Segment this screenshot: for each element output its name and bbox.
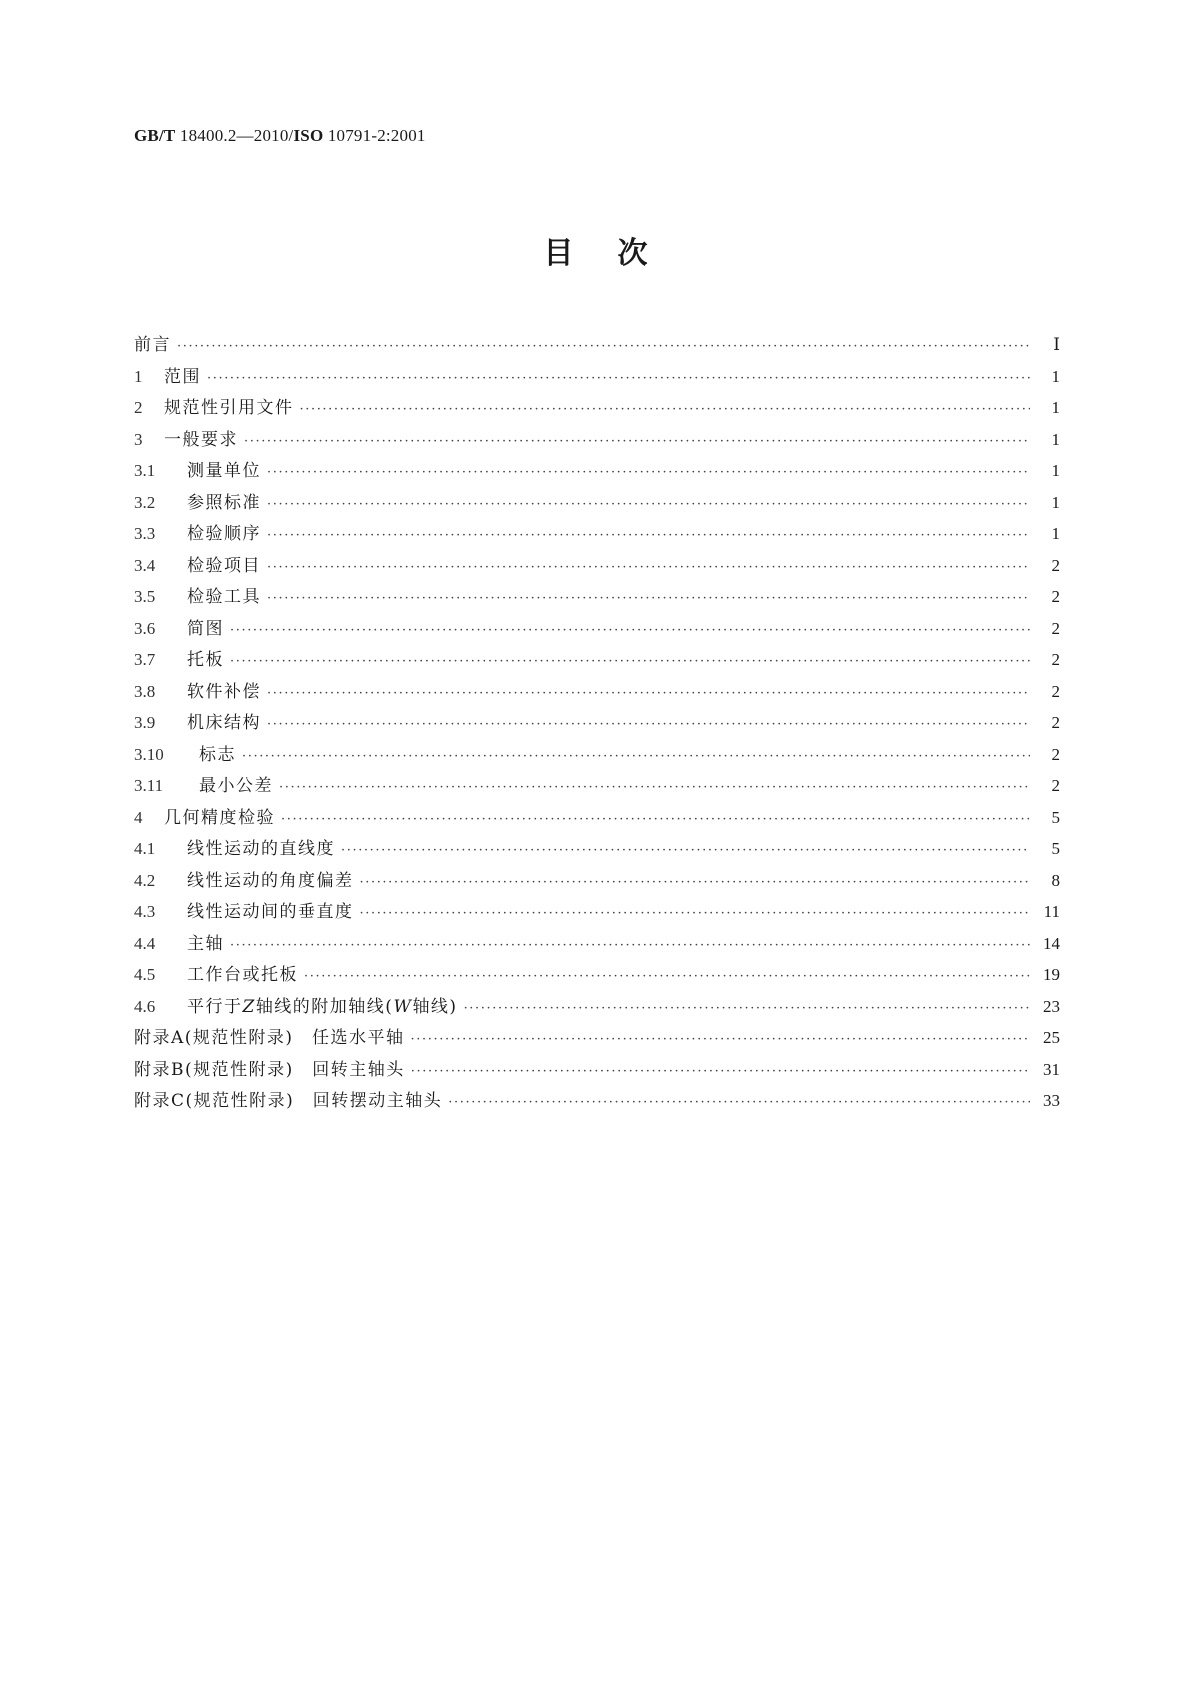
dot-leader [281,804,1030,836]
dot-leader [464,993,1030,1025]
toc-entry[interactable] [134,865,1060,897]
toc-entry-annex-b[interactable] [134,1054,1060,1086]
toc-entry-label: 简图 [187,618,224,639]
toc-entry-label: 参照标准 [187,492,261,513]
toc-entry-label: 软件补偿 [187,681,261,702]
toc-entry-label: 附录A(规范性附录) 任选水平轴 [134,1028,405,1048]
toc-page-number: 1 [1051,461,1060,480]
toc-section-number: 3.3 [134,524,156,543]
toc-page-number: 2 [1051,776,1060,795]
toc-page-number: 19 [1043,965,1060,984]
toc-entry-label: 线性运动的直线度 [187,839,335,859]
toc-page-number: 1 [1051,366,1060,386]
dot-leader [341,835,1030,867]
dot-leader [411,1056,1030,1088]
toc-section-number: 3.9 [134,713,156,732]
dot-leader [267,583,1030,615]
toc-section-number: 4.1 [134,839,156,858]
dot-leader [267,520,1030,552]
toc-entry[interactable] [134,550,1060,582]
standard-number: 18400.2—2010/ [179,126,294,145]
toc-page-number: 2 [1051,618,1060,638]
toc-page-number: 14 [1043,933,1060,953]
toc-entry-label [187,992,458,1024]
toc-page-number: 5 [1051,807,1060,827]
toc-page-number: 2 [1051,650,1060,669]
toc-entry-label: 线性运动的角度偏差 [187,870,354,891]
toc-page-number: 31 [1043,1059,1060,1079]
axis-letter-w: W [393,996,413,1017]
dot-leader [267,489,1030,521]
toc-entry-label: 主轴 [187,933,224,954]
dot-leader [267,552,1030,584]
toc-entry-foreword[interactable] [134,329,1060,361]
dot-leader [230,930,1030,962]
toc-section-number: 3.7 [134,650,156,669]
dot-leader [244,426,1030,458]
toc-section-number: 4.3 [134,902,156,921]
toc-section-number: 4.6 [134,996,156,1016]
toc-page-number: 5 [1051,839,1060,858]
label-part: 轴线) [412,996,458,1017]
toc-section-number: 3.1 [134,461,156,480]
toc-entry[interactable] [134,928,1060,960]
dot-leader [360,898,1031,930]
toc-page-number: 1 [1051,398,1060,417]
toc-entry[interactable] [134,424,1060,456]
toc-entry[interactable] [134,392,1060,424]
toc-entry-label: 最小公差 [199,776,273,796]
toc-section-number: 3.5 [134,587,156,606]
toc-entry-label: 附录B(规范性附录) 回转主轴头 [134,1059,405,1080]
toc-entry-label: 几何精度检验 [164,807,275,828]
toc-page-number: 2 [1051,555,1060,575]
dot-leader [230,615,1030,647]
toc-section-number: 2 [134,398,143,417]
toc-page-number: 1 [1051,492,1060,512]
toc-page-number: 2 [1051,587,1060,606]
toc-entry[interactable] [134,581,1060,613]
toc-entry-label: 标志 [199,744,236,765]
dot-leader [411,1024,1030,1056]
axis-letter-z: Z [242,996,256,1017]
toc-entry[interactable] [134,770,1060,802]
toc-entry-label: 工作台或托板 [187,965,298,985]
dot-leader [279,772,1030,804]
toc-page-number: 25 [1043,1028,1060,1047]
toc-section-number: 3.10 [134,744,164,764]
dot-leader [242,741,1030,773]
toc-page-number: 1 [1051,429,1060,449]
dot-leader [304,961,1030,993]
toc-page-number: 23 [1043,996,1060,1016]
toc-section-number: 4 [134,807,143,827]
label-part: 轴线的附加轴线( [255,996,394,1017]
dot-leader [360,867,1031,899]
toc-entry[interactable] [134,455,1060,487]
label-part: 平行于 [187,996,243,1017]
table-of-contents [134,329,1060,1117]
dot-leader [300,394,1031,426]
dot-leader [177,331,1030,363]
toc-section-number: 3.4 [134,555,156,575]
toc-page-number: Ⅰ [1053,335,1060,354]
toc-section-number: 4.2 [134,870,156,890]
toc-entry-label: 检验顺序 [187,524,261,544]
toc-entry[interactable] [134,518,1060,550]
dot-leader [207,363,1030,395]
iso-prefix: ISO [293,126,324,145]
toc-page-number: 2 [1051,744,1060,764]
toc-entry[interactable] [134,991,1060,1023]
toc-entry-label: 托板 [187,650,224,670]
toc-entry-label: 检验项目 [187,555,261,576]
dot-leader [230,646,1030,678]
dot-leader [448,1087,1030,1119]
toc-entry-label: 前言 [134,335,171,355]
toc-section-number: 3.11 [134,776,164,795]
dot-leader [267,709,1030,741]
toc-section-number: 3 [134,429,143,449]
toc-entry-label: 线性运动间的垂直度 [187,902,354,922]
toc-entry-label: 机床结构 [187,713,261,733]
toc-page-number: 33 [1043,1091,1060,1110]
toc-section-number: 1 [134,366,143,386]
toc-entry-annex-a[interactable] [134,1022,1060,1054]
dot-leader [267,678,1030,710]
toc-section-number: 3.6 [134,618,156,638]
dot-leader [267,457,1030,489]
toc-section-number: 3.2 [134,492,156,512]
toc-entry-label: 范围 [164,366,201,387]
toc-entry[interactable] [134,959,1060,991]
toc-section-number: 4.4 [134,933,156,953]
toc-page-number: 1 [1051,524,1060,543]
toc-entry-label: 检验工具 [187,587,261,607]
toc-entry[interactable] [134,896,1060,928]
standard-prefix: GB/T [134,126,176,145]
toc-entry[interactable] [134,613,1060,645]
toc-page-number: 2 [1051,681,1060,701]
toc-page-number: 8 [1051,870,1060,890]
toc-entry[interactable] [134,676,1060,708]
toc-entry[interactable] [134,739,1060,771]
toc-page-number: 11 [1043,902,1060,921]
iso-number: 10791-2:2001 [327,126,426,145]
document-header [134,126,426,146]
toc-entry[interactable] [134,487,1060,519]
toc-entry[interactable] [134,361,1060,393]
toc-entry[interactable] [134,644,1060,676]
toc-entry-annex-c[interactable] [134,1085,1060,1117]
toc-page-number: 2 [1051,713,1060,732]
toc-section-number: 4.5 [134,965,156,984]
toc-entry-label: 附录C(规范性附录) 回转摆动主轴头 [134,1091,443,1111]
page-title: 目次 [543,236,692,271]
toc-entry[interactable] [134,802,1060,834]
toc-entry-label: 规范性引用文件 [164,398,294,418]
toc-entry[interactable] [134,707,1060,739]
toc-section-number: 3.8 [134,681,156,701]
toc-entry[interactable] [134,833,1060,865]
toc-entry-label: 一般要求 [164,429,238,450]
toc-entry-label: 测量单位 [187,461,261,481]
